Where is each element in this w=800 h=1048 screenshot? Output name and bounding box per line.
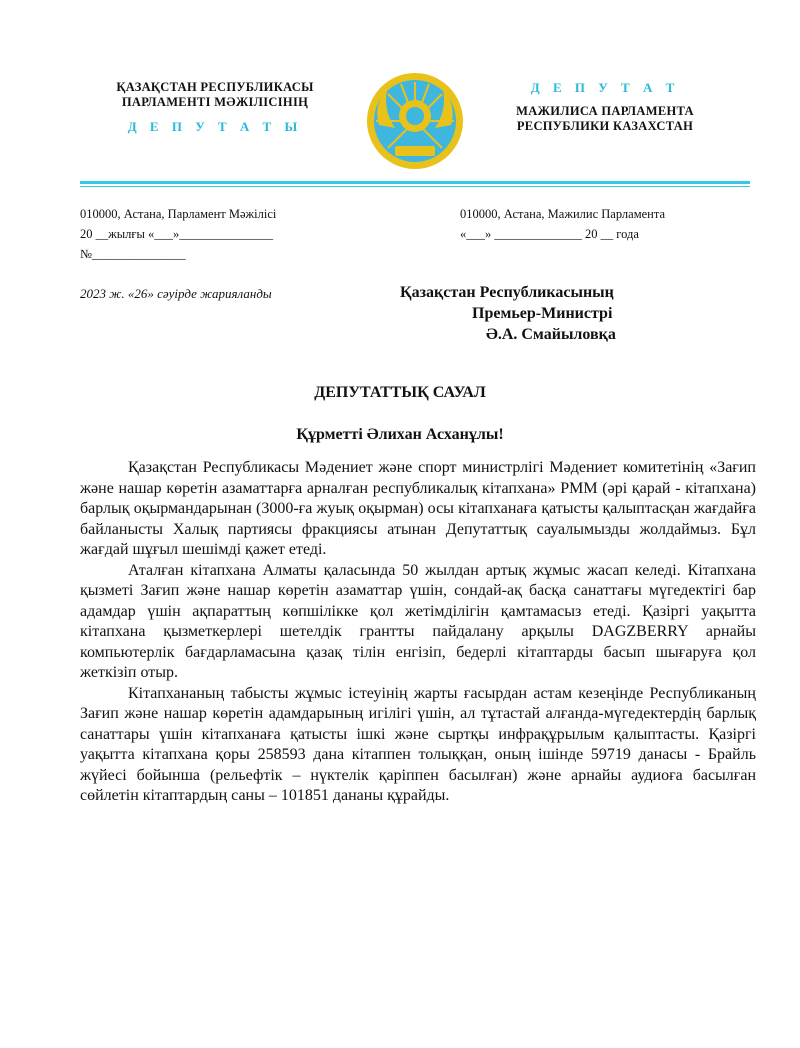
recipient-line3: Ә.А. Смайыловқа — [486, 326, 616, 343]
document-body — [80, 458, 756, 807]
header-divider-thin — [80, 186, 750, 187]
address-left-line2: 20 __жылғы «___»_______________ — [80, 227, 274, 241]
header-right-line2: РЕСПУБЛИКИ КАЗАХСТАН — [516, 119, 694, 133]
recipient-line1: Қазақстан Республикасының — [400, 284, 614, 301]
recipient-line2: Премьер-Министрі — [472, 305, 613, 322]
header-right-line1: МАЖИЛИСА ПАРЛАМЕНТА — [516, 104, 694, 118]
address-left-line1: 010000, Астана, Парламент Мәжілісі — [80, 207, 277, 221]
address-right — [460, 204, 665, 244]
published-date: 2023 ж. «26» сәуірде жарияланды — [80, 286, 272, 301]
header-left-line1: ҚАЗАҚСТАН РЕСПУБЛИКАСЫ — [116, 80, 314, 94]
body-paragraph-3: Кітапхананың табысты жұмыс істеуінің жарты ғасырдан астам кезеңінде Республиканың Зағип және нашар көретін адамдарының игілігі үшін, ал тұтастай алғанда-мүгедектердің барлық санаттары үшін кітапханаға қатысты ішкі және сыртқы инфрақұрылым қалыптасты. Қазіргі уақытта кітапхана қоры 258593 дана кітаппен толыққан, оның ішінде 59719 данасы - Брайль жүйесі бойынша (рельефтік – нүктелік қаріппен басылған) және арнайы аудиоға басылған сөйлетін кітаптардың саны – 101851 дананы құрайды. — [80, 684, 756, 804]
address-left — [80, 204, 276, 264]
header-left-deputy: Д Е П У Т А Т Ы — [127, 119, 303, 134]
header-divider-thick — [80, 181, 750, 184]
header-left-line2: ПАРЛАМЕНТІ МӘЖІЛІСІНІҢ — [121, 95, 309, 109]
header-right — [470, 80, 740, 134]
kazakhstan-emblem-icon — [365, 70, 465, 172]
recipient-block — [400, 282, 740, 345]
header-left — [80, 80, 350, 134]
greeting: Құрметті Әлихан Асханұлы! — [296, 426, 504, 443]
document-title: ДЕПУТАТТЫҚ САУАЛ — [314, 384, 486, 401]
body-paragraph-2: Аталған кітапхана Алматы қаласында 50 жылдан артық жұмыс жасап келеді. Кітапхана қызметі Зағип және нашар көретін азаматтар үшін, сондай-ақ басқа санаттағы мүгедектігі бар адамдар үшін ақпараттың көпшілікке қол жетімділігін қамтамасыз етеді. Қазіргі уақытта кітапхана қызметкерлері шетелдік грантты пайдалану арқылы DAGZBERRY арнайы компьютерлік бағдарламасына қазақ тілін енгізіп, бедерлі кітаптарды басып шығаруға қол жеткізіп отыр. — [80, 561, 756, 681]
body-paragraph-1: Қазақстан Республикасы Мәдениет және спорт министрлігі Мәдениет комитетінің «Зағип және нашар көретін азаматтарға арналған республикалық кітапхана» РММ (әрі қарай - кітапхана) барлық оқырмандарынан (3000-ға жуық оқырман) осы кітапханаға қатысты қалыптасқан жағдайға байланысты Халық партиясы фракциясы атынан Депутаттық сауалымызды жолдаймыз. Бұл жағдай шұғыл шешімді қажет етеді. — [80, 459, 756, 558]
address-right-line1: 010000, Астана, Мажилис Парламента — [460, 207, 666, 221]
header-right-deputy: Д Е П У Т А Т — [530, 80, 680, 95]
address-left-line3: №_______________ — [80, 247, 186, 261]
address-right-line2: «___» ______________ 20 __ года — [460, 227, 639, 241]
